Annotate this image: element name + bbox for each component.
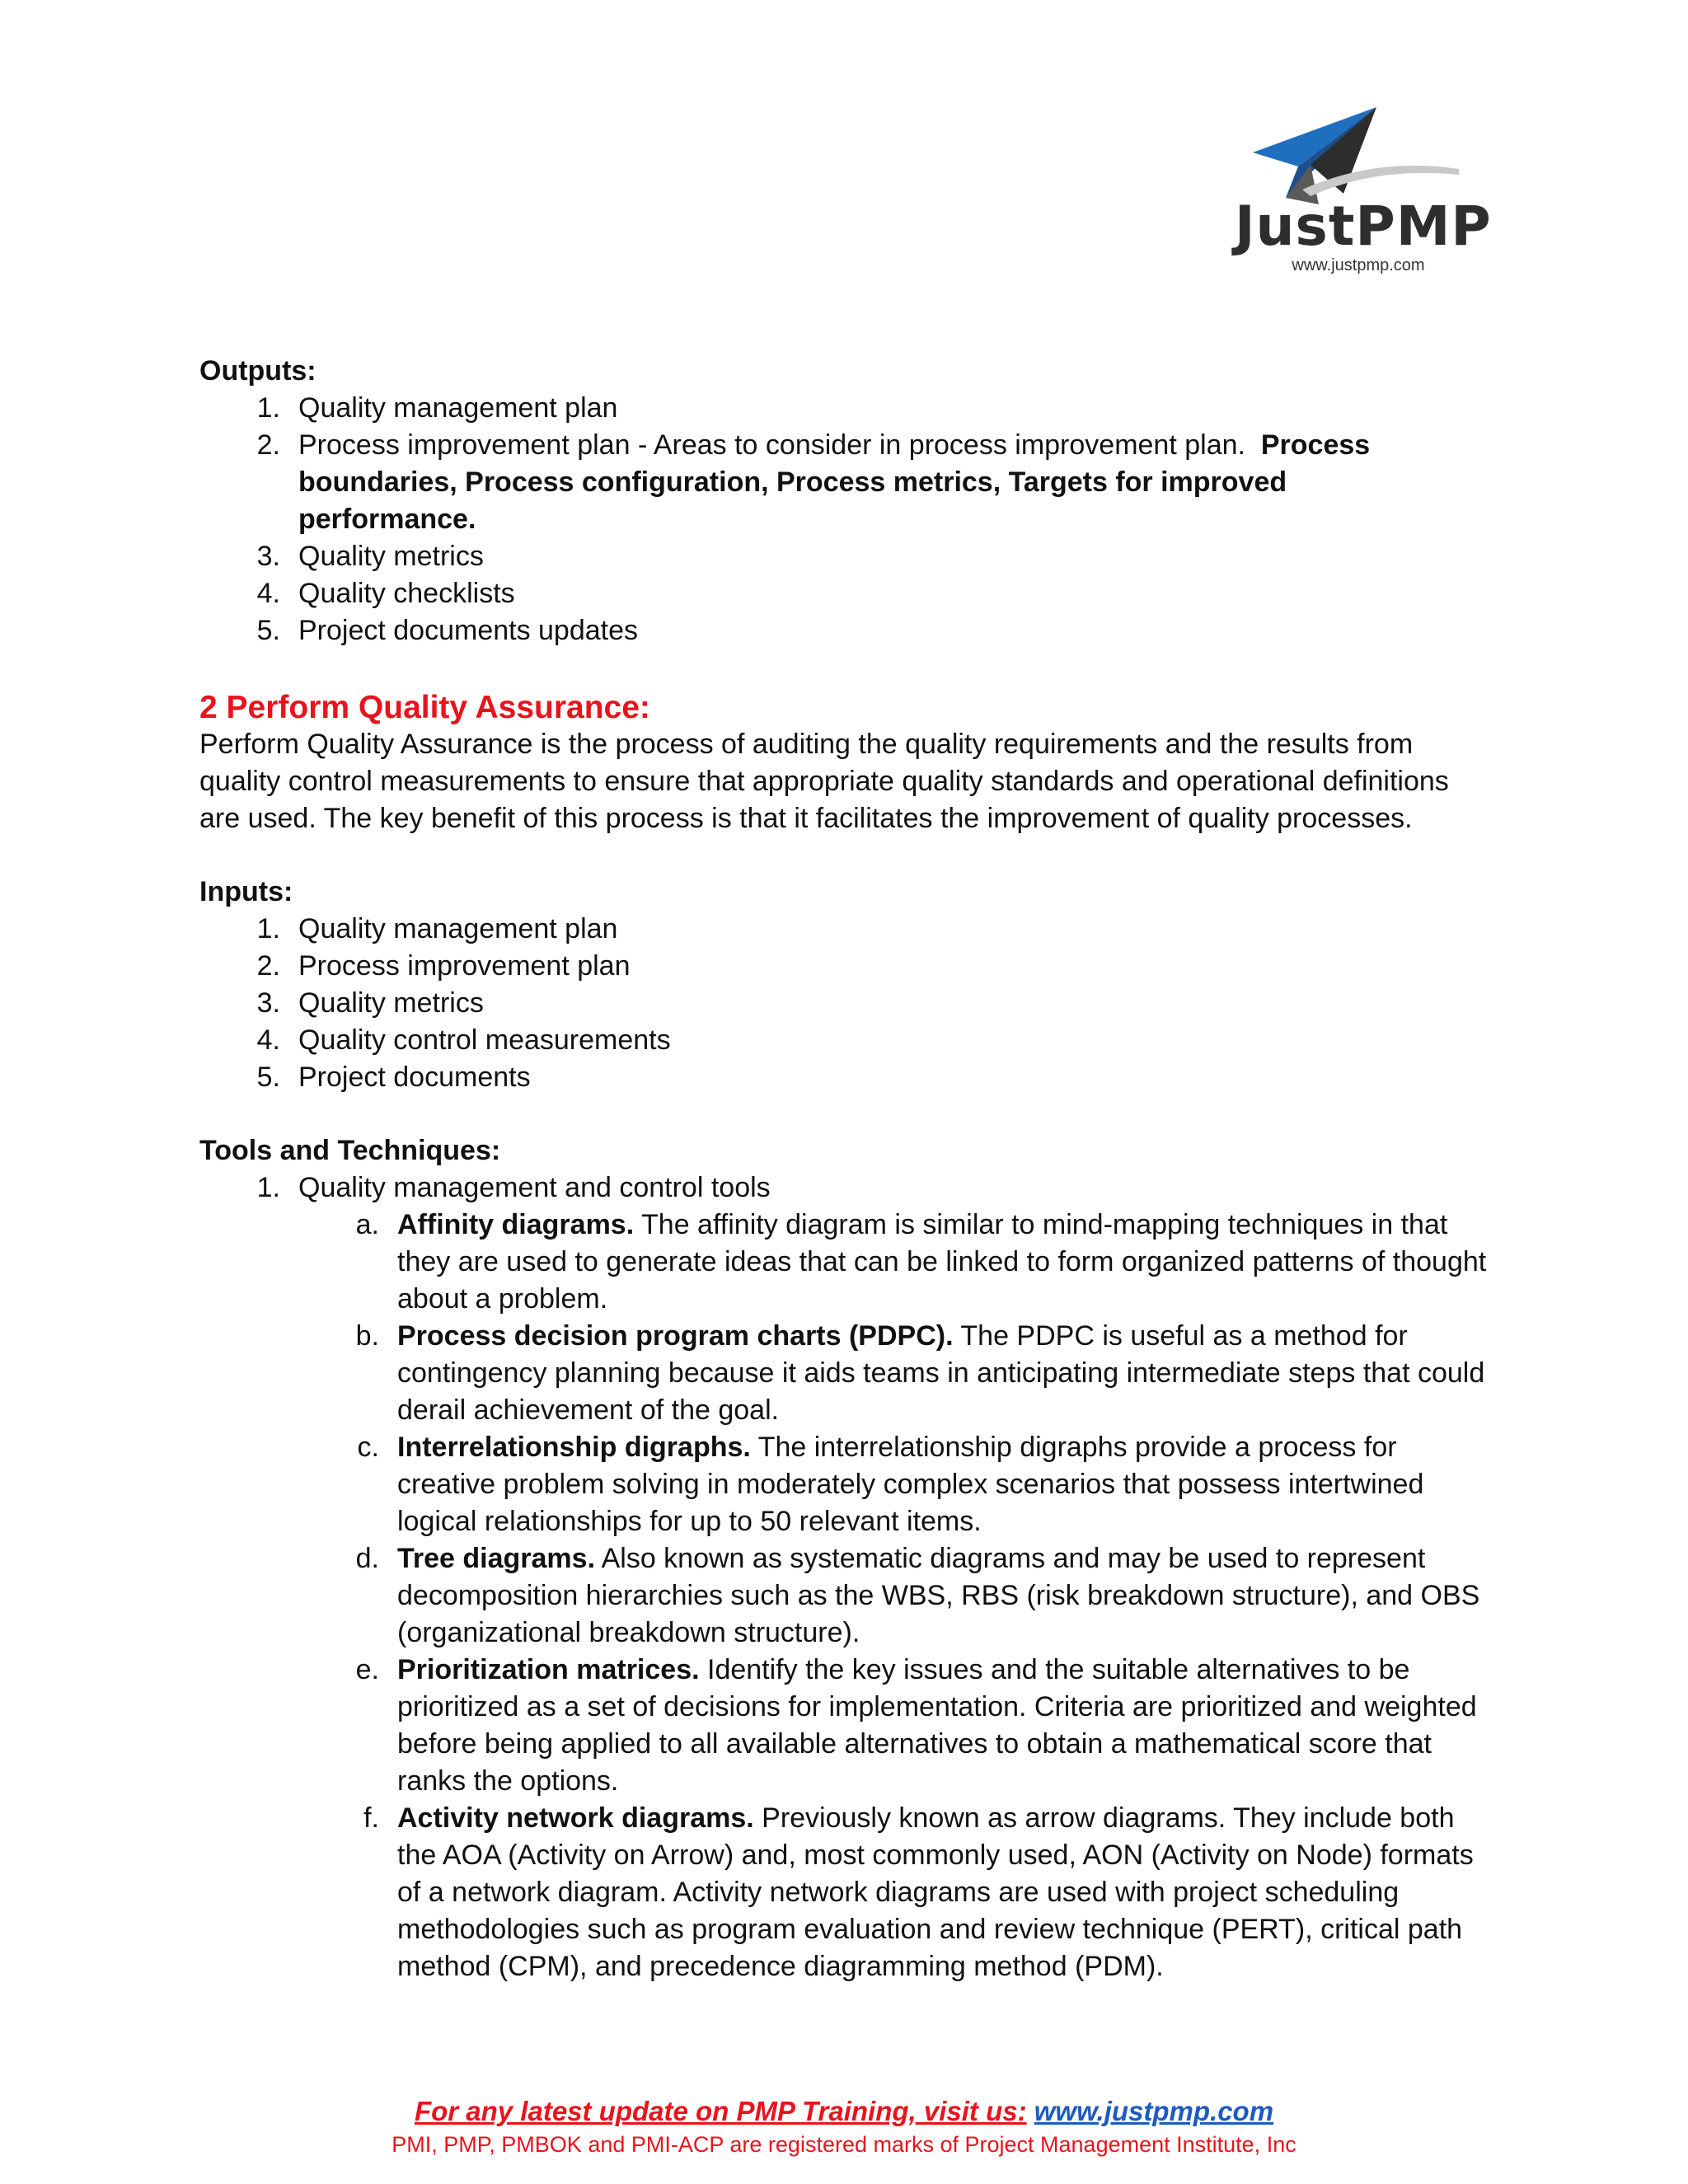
sub-list-letter: d. bbox=[355, 1543, 379, 1574]
sub-list-text: The PDPC is useful as a method for contingency planning because it aids teams in anticipating intermediate steps that could derail achievement of the goal. bbox=[397, 1320, 1485, 1426]
sub-list-letter: c. bbox=[357, 1432, 379, 1463]
logo-wordmark: JustPMP bbox=[1235, 194, 1492, 258]
sub-list-content bbox=[397, 1318, 1489, 1429]
sub-list-letter: a. bbox=[355, 1209, 379, 1240]
sub-list-letter: b. bbox=[355, 1320, 379, 1352]
sub-list-letter: f. bbox=[363, 1802, 379, 1834]
justpmp-logo bbox=[1228, 107, 1492, 280]
list-number: 4. bbox=[256, 1024, 280, 1056]
footer-trademark-notice: PMI, PMP, PMBOK and PMI-ACP are registered marks of Project Management Institute, Inc bbox=[392, 2132, 1296, 2157]
list-text: Quality management plan bbox=[298, 392, 618, 424]
list-text: Quality metrics bbox=[298, 987, 484, 1019]
sub-list-text: The interrelationship digraphs provide a process for creative problem solving in moderately complex scenarios that possess intertwined logical relationships for up to 50 relevant items. bbox=[397, 1432, 1424, 1537]
paper-plane-icon bbox=[1253, 107, 1459, 206]
sub-list-term: Interrelationship digraphs. bbox=[397, 1432, 751, 1463]
footer-website-link[interactable]: www.justpmp.com bbox=[1034, 2096, 1274, 2126]
sub-list-content bbox=[397, 1429, 1489, 1540]
list-item bbox=[199, 538, 1518, 575]
tools-sublist bbox=[199, 1207, 1518, 1985]
list-number: 4. bbox=[256, 578, 280, 609]
list-number: 1. bbox=[256, 392, 280, 424]
list-item bbox=[199, 1169, 1518, 1207]
sub-list-item bbox=[199, 1207, 1518, 1318]
footer-promo-text: For any latest update on PMP Training, visit us: bbox=[414, 2096, 1027, 2126]
sub-list-term: Process decision program charts (PDPC). bbox=[397, 1320, 954, 1352]
list-text-bold: Process boundaries, Process configuration, Process metrics, Targets for improved performance. bbox=[298, 429, 1371, 535]
list-item bbox=[199, 985, 1518, 1022]
list-text: Project documents bbox=[298, 1062, 531, 1093]
list-text: Quality metrics bbox=[298, 541, 484, 572]
list-item bbox=[199, 575, 1518, 612]
section-description: Perform Quality Assurance is the process of auditing the quality requirements and the results from quality control measurements to ensure that appropriate quality standards and operational definitions are used. The key benefit of this process is that it facilitates the improvement of quality processes. bbox=[199, 729, 1449, 834]
list-item bbox=[199, 911, 1518, 948]
sub-list-term: Affinity diagrams. bbox=[397, 1209, 635, 1240]
sub-list-content bbox=[397, 1540, 1489, 1652]
list-number: 1. bbox=[256, 1172, 280, 1203]
sub-list-item bbox=[199, 1429, 1518, 1540]
sub-list-item bbox=[199, 1540, 1518, 1652]
list-text: Process improvement plan - Areas to consider in process improvement plan. bbox=[298, 429, 1245, 461]
tools-heading: Tools and Techniques: bbox=[199, 1135, 501, 1166]
list-item bbox=[199, 612, 1518, 649]
document-body bbox=[199, 353, 1518, 1985]
list-number: 5. bbox=[256, 1062, 280, 1093]
sub-list-text: Identify the key issues and the suitable alternatives to be prioritized as a set of decisions for implementation. Criteria are prioritized and weighted before being applied to all available alternatives to obtain a mathematical score that ranks the options. bbox=[397, 1654, 1477, 1797]
inputs-list bbox=[199, 911, 1518, 1096]
sub-list-content bbox=[397, 1207, 1489, 1318]
list-item bbox=[199, 427, 1518, 538]
list-item bbox=[199, 1022, 1518, 1059]
list-text: Quality checklists bbox=[298, 578, 515, 609]
footer-promo bbox=[0, 2093, 1688, 2130]
inputs-heading: Inputs: bbox=[199, 876, 293, 907]
list-number: 2. bbox=[256, 429, 280, 461]
logo-url: www.justpmp.com bbox=[1292, 256, 1425, 274]
list-number: 2. bbox=[256, 950, 280, 982]
list-item bbox=[199, 1059, 1518, 1096]
sub-list-text: Previously known as arrow diagrams. They include both the AOA (Activity on Arrow) and, most commonly used, AON (Activity on Node) formats of a network diagram. Activity network diagrams are used with project scheduling methodologies such as program evaluation and review technique (PERT), critical path method (CPM), and precedence diagramming method (PDM). bbox=[397, 1802, 1474, 1982]
list-text: Quality control measurements bbox=[298, 1024, 671, 1056]
sub-list-term: Activity network diagrams. bbox=[397, 1802, 754, 1834]
sub-list-text: The affinity diagram is similar to mind-mapping techniques in that they are used to generate ideas that can be linked to form organized patterns of thought about a problem. bbox=[397, 1209, 1487, 1315]
section-title: 2 Perform Quality Assurance: bbox=[199, 690, 650, 725]
list-text: Process improvement plan bbox=[298, 950, 631, 982]
sub-list-term: Prioritization matrices. bbox=[397, 1654, 700, 1685]
list-item bbox=[199, 390, 1518, 427]
sub-list-term: Tree diagrams. bbox=[397, 1543, 596, 1574]
list-item bbox=[199, 948, 1518, 985]
outputs-list bbox=[199, 390, 1518, 649]
page-footer bbox=[0, 2093, 1688, 2159]
tools-list bbox=[199, 1169, 1518, 1985]
sub-list-item bbox=[199, 1800, 1518, 1985]
sub-list-item bbox=[199, 1318, 1518, 1429]
list-number: 5. bbox=[256, 615, 280, 646]
list-number: 3. bbox=[256, 987, 280, 1019]
list-text: Quality management and control tools bbox=[298, 1172, 771, 1203]
sub-list-content bbox=[397, 1652, 1489, 1800]
sub-list-item bbox=[199, 1652, 1518, 1800]
list-text-composite bbox=[298, 427, 1452, 538]
list-number: 3. bbox=[256, 541, 280, 572]
list-text: Project documents updates bbox=[298, 615, 639, 646]
list-number: 1. bbox=[256, 913, 280, 944]
sub-list-text: Also known as systematic diagrams and may be used to represent decomposition hierarchies such as the WBS, RBS (risk breakdown structure), and OBS (organizational breakdown structure). bbox=[397, 1543, 1480, 1648]
sub-list-content bbox=[397, 1800, 1489, 1985]
list-text: Quality management plan bbox=[298, 913, 618, 944]
sub-list-letter: e. bbox=[355, 1654, 379, 1685]
outputs-heading: Outputs: bbox=[199, 355, 316, 387]
